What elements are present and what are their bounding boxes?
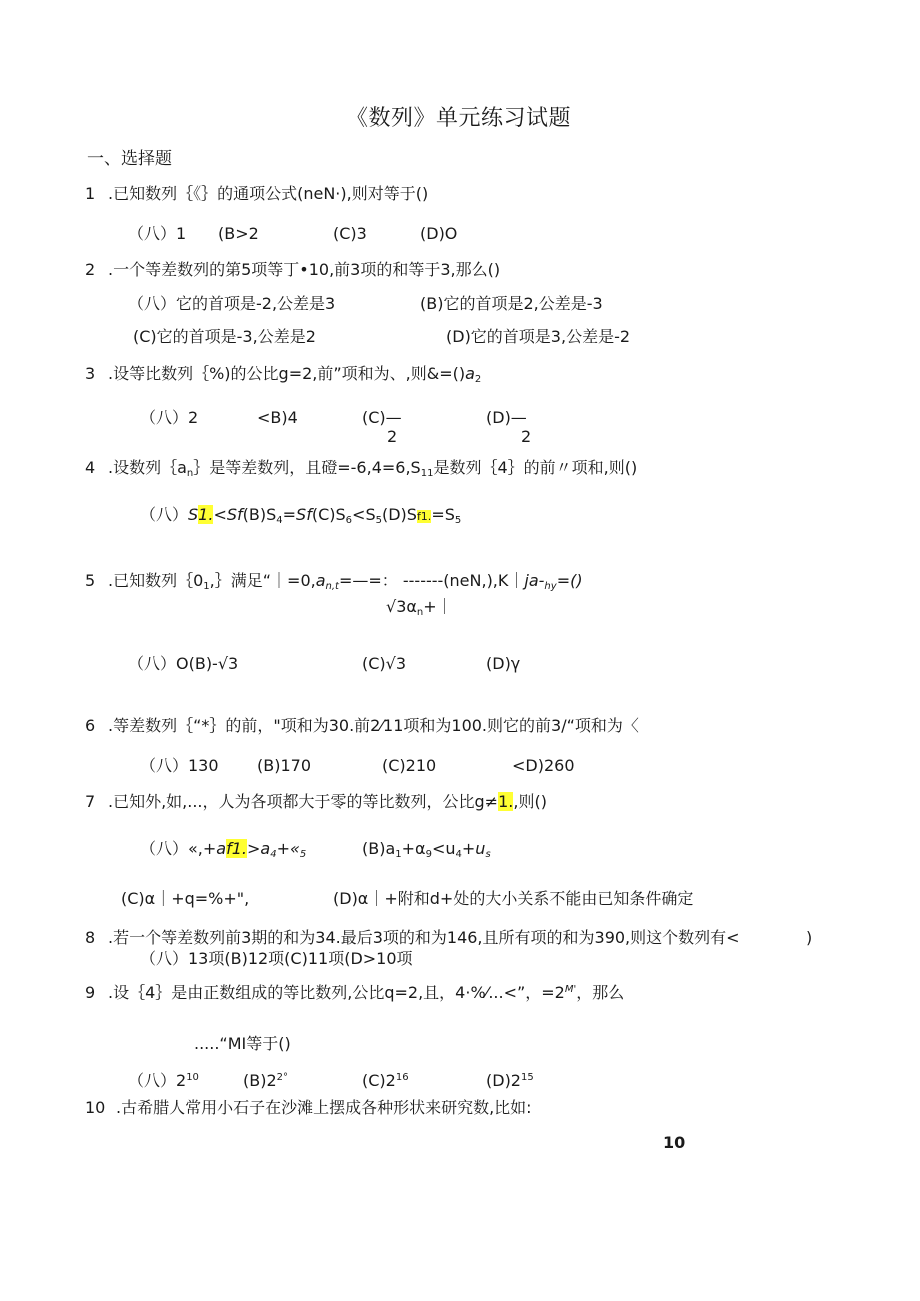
question-3-option-d-denominator: 2 — [521, 427, 532, 446]
page-title: 《数列》单元练习试题 — [346, 106, 572, 131]
question-8-close-paren: ) — [806, 928, 813, 947]
question-7-a-tail: +« — [276, 839, 300, 858]
question-3-stem-tail-sub: 2 — [474, 374, 482, 385]
question-9-option-a — [128, 1071, 199, 1091]
question-2-option-b: (B)它的首项是2,公差是-3 — [420, 294, 603, 313]
question-4-stem — [108, 458, 637, 478]
question-5-denominator — [386, 597, 453, 617]
question-1-option-b: (B>2 — [218, 224, 259, 243]
question-1-number: 1 — [85, 184, 96, 203]
question-7-b-s4: s — [485, 849, 491, 860]
question-9-c-sup: 16 — [395, 1072, 409, 1083]
question-4-part-6: (D)S — [381, 505, 417, 524]
question-5-stem-it2: ja- — [524, 571, 545, 590]
question-3-option-c-denominator: 2 — [387, 427, 398, 446]
question-4-stem-end: 是数列｛4｝的前〃项和,则() — [433, 458, 638, 477]
section-heading: 一、选择题 — [87, 149, 172, 169]
question-7-b-m2: <u — [431, 839, 456, 858]
question-8-stem: .若一个等差数列前3期的和为34.最后3项的和为146,且所有项的和为390,则这个数列有< — [108, 928, 740, 947]
question-2-number: 2 — [85, 260, 96, 279]
question-5-stem-end: =() — [556, 571, 583, 590]
question-8-options: （八）13项(B)12项(C)11项(D>10项 — [140, 949, 413, 968]
question-1-option-c: (C)3 — [333, 224, 367, 243]
question-4-options — [140, 505, 461, 527]
question-7-a-post: > — [247, 839, 261, 858]
question-3-option-b: <B)4 — [257, 408, 298, 427]
question-5-stem-mid: ,｝满足“｜=0, — [209, 571, 316, 590]
question-7-b-s1: 1 — [395, 849, 402, 860]
question-9-stem-end: ，那么 — [576, 983, 625, 1002]
question-2-option-a: （八）它的首项是-2,公差是3 — [128, 294, 336, 313]
question-7-b-s2: 9 — [425, 849, 432, 860]
question-7-option-c: (C)α｜+q=%+", — [121, 889, 250, 908]
question-7-a-highlight: f1. — [226, 839, 248, 858]
question-9-stem-text: .设｛4｝是由正数组成的等比数列,公比q=2,且，4·%⁄...<”，=2 — [108, 983, 565, 1002]
question-4-stem-post: ｝是等差数列，且磴=-6,4=6,S — [193, 458, 421, 477]
question-9-c-base: (C)2 — [362, 1071, 396, 1090]
question-2-stem: .一个等差数列的第5项等丁•10,前3项的和等于3,那么() — [108, 260, 501, 279]
question-7-stem-pre: .已知外,如,...，人为各项都大于零的等比数列，公比g≠ — [108, 792, 499, 811]
question-9-a-base: （八）2 — [128, 1071, 187, 1090]
question-5-stem-it2-sub: hy — [544, 581, 557, 592]
question-4-s: S — [188, 505, 199, 524]
question-7-a-pre: （八）«,+ — [140, 839, 217, 858]
question-9-option-d — [486, 1071, 534, 1091]
question-5-den-pre: √3α — [386, 597, 417, 616]
question-4-number: 4 — [85, 458, 96, 477]
question-9-b-base: (B)2 — [243, 1071, 277, 1090]
question-9-d-base: (D)2 — [486, 1071, 521, 1090]
question-9-option-b — [243, 1071, 288, 1091]
question-5-stem — [108, 571, 583, 591]
question-7-option-b — [362, 839, 491, 859]
question-9-option-c — [362, 1071, 409, 1091]
question-9-stem-sup: M' — [564, 984, 577, 995]
question-6-stem: .等差数列｛“*｝的前，"项和为30.前2⁄11项和为100.则它的前3/“项和为〈 — [108, 716, 639, 735]
question-7-option-d: (D)α｜+附和d+处的大小关系不能由已知条件确定 — [333, 889, 694, 908]
question-5-stem-pre: .已知数列｛0 — [108, 571, 204, 590]
question-10-number: 10 — [85, 1098, 106, 1117]
page-number: 10 — [663, 1133, 686, 1152]
question-4-part-7: =S — [431, 505, 455, 524]
question-4-part-2: (B)S — [242, 505, 277, 524]
question-9-d-sup: 15 — [520, 1072, 534, 1083]
question-9-line2: .....“MI等于() — [194, 1034, 291, 1053]
question-4-stem-sub: n — [186, 468, 194, 479]
question-9-number: 9 — [85, 983, 96, 1002]
question-5-option-c: (C)√3 — [362, 654, 407, 673]
question-6-option-d: <D)260 — [512, 756, 575, 775]
question-6-option-b: (B)170 — [257, 756, 311, 775]
question-9-a-sup: 10 — [186, 1072, 199, 1083]
question-5-den-post: +｜ — [423, 597, 453, 616]
question-7-b-m3: + — [461, 839, 476, 858]
question-4-part-3b: f — [306, 505, 312, 524]
question-7-number: 7 — [85, 792, 96, 811]
question-4-part-5-sub: 5 — [375, 515, 382, 526]
question-3-stem-text: .设等比数列｛%)的公比g=2,前”项和为、,则&=() — [108, 364, 466, 383]
question-7-b-it: u — [475, 839, 486, 858]
question-7-b-m: +α — [401, 839, 426, 858]
question-7-a-it2: a — [260, 839, 271, 858]
question-7-stem-highlight: 1. — [498, 792, 514, 811]
question-5-stem-it: a — [315, 571, 326, 590]
question-4-stem-sub2: 11 — [420, 468, 434, 479]
question-5-option-d: (D)γ — [486, 654, 521, 673]
question-7-b-pre: (B)a — [362, 839, 396, 858]
question-6-option-a: （八）130 — [140, 756, 219, 775]
question-5-den-sub: n — [416, 607, 424, 618]
question-9-stem — [108, 983, 624, 1003]
question-4-part-1: <S — [213, 505, 237, 524]
question-7-stem — [108, 792, 547, 812]
question-4-highlight-1: 1. — [198, 505, 214, 524]
question-4-part-4-sub: 6 — [345, 515, 353, 526]
question-4-part-5: <S — [352, 505, 376, 524]
question-7-a-sub2: 4 — [270, 849, 277, 860]
question-9-b-sup: 2° — [276, 1072, 289, 1083]
question-3-option-c: (C)— — [362, 408, 402, 427]
question-4-part-7-sub: 5 — [454, 515, 462, 526]
question-7-a-it: a — [216, 839, 227, 858]
question-4-part-4: (C)S — [311, 505, 346, 524]
question-5-stem-post: =—=： -------(neN,),K｜ — [338, 571, 525, 590]
question-7-option-a — [140, 839, 306, 859]
question-1-option-a: （八）1 — [128, 224, 187, 243]
question-4-part-1b: f — [237, 505, 243, 524]
question-4-highlight-2: f1. — [416, 510, 432, 523]
question-5-option-a: （八）O(B)-√3 — [128, 654, 239, 673]
question-1-option-d: (D)O — [420, 224, 458, 243]
question-4-stem-pre: .设数列｛a — [108, 458, 187, 477]
question-7-b-s3: 4 — [455, 849, 462, 860]
question-3-option-d: (D)— — [486, 408, 527, 427]
question-5-stem-it-sub: n,t — [325, 581, 339, 592]
question-7-stem-end: ,则() — [513, 792, 547, 811]
question-3-number: 3 — [85, 364, 96, 383]
question-5-stem-sub: 1 — [203, 581, 210, 592]
question-4-part-3: =S — [282, 505, 307, 524]
question-5-number: 5 — [85, 571, 96, 590]
question-6-number: 6 — [85, 716, 96, 735]
question-8-number: 8 — [85, 928, 96, 947]
question-4-option-a-label: （八） — [140, 505, 189, 524]
question-3-stem-tail: a — [465, 364, 475, 383]
question-2-option-c: (C)它的首项是-3,公差是2 — [133, 327, 316, 346]
question-2-option-d: (D)它的首项是3,公差是-2 — [446, 327, 631, 346]
question-6-option-c: (C)210 — [382, 756, 437, 775]
question-7-a-sub3: 5 — [299, 849, 307, 860]
question-1-stem: .已知数列｛《｝的通项公式(neN·),则对等于() — [108, 184, 429, 203]
question-4-part-2-sub: 4 — [276, 515, 283, 526]
question-10-stem: .古希腊人常用小石子在沙滩上摆成各种形状来研究数,比如: — [116, 1098, 532, 1117]
question-3-option-a: （八）2 — [140, 408, 199, 427]
question-3-stem — [108, 364, 481, 384]
